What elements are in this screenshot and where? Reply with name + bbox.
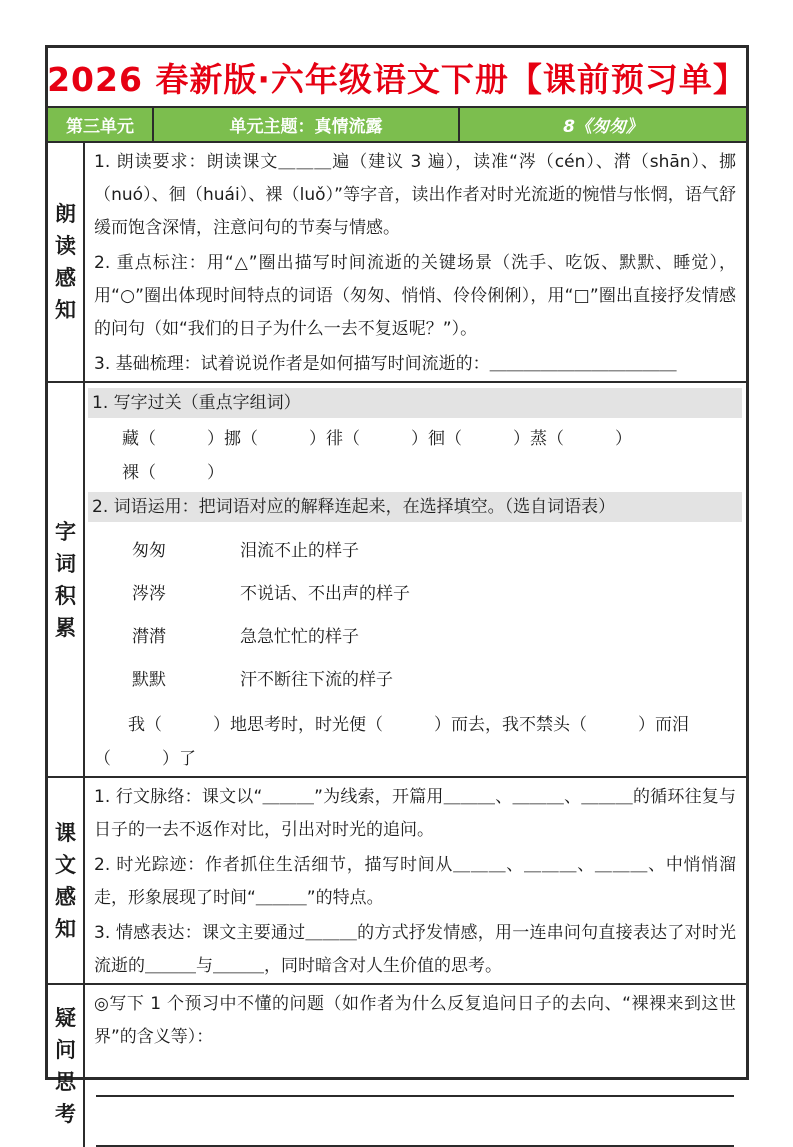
text-item-3: 3. 情感表达：课文主要通过＿＿＿的方式抒发情感，用一连串问句直接表达了对时光流逝的＿＿＿与＿＿＿，同时暗含对人生价值的思考。 <box>94 923 736 976</box>
reading-item-3: 3. 基础梳理：试着说说作者是如何描写时间流逝的：＿＿＿＿＿＿＿＿＿＿＿ <box>94 354 677 374</box>
section-reading <box>48 143 746 383</box>
page-title: 2026 春新版·六年级语文下册【课前预习单】 <box>47 59 747 99</box>
text-item-2: 2. 时光踪迹：作者抓住生活细节，描写时间从＿＿＿、＿＿＿、＿＿＿、中悄悄溜走，形象展现了时间“＿＿＿”的特点。 <box>94 855 736 908</box>
match-meaning: 泪流不止的样子 <box>240 541 359 561</box>
section-text-content <box>85 778 746 983</box>
section-question-label: 疑问思考 <box>48 985 85 1147</box>
match-word: 匆匆 <box>132 541 166 561</box>
section-words <box>48 383 746 778</box>
section-reading-label: 朗读感知 <box>48 143 85 381</box>
section-words-content <box>85 383 746 776</box>
worksheet <box>45 45 749 1126</box>
section-text-label: 课文感知 <box>48 778 85 983</box>
match-meaning: 急急忙忙的样子 <box>240 627 359 647</box>
match-word: 潸潸 <box>132 627 166 647</box>
word-match-table <box>94 530 736 702</box>
match-row <box>94 659 736 702</box>
unit-number: 第三单元 <box>48 108 154 141</box>
match-meaning: 汗不断往下流的样子 <box>240 670 393 690</box>
answer-line <box>96 1095 734 1097</box>
unit-theme: 单元主题：真情流露 <box>154 108 460 141</box>
match-row <box>94 616 736 659</box>
reading-item-1: 1. 朗读要求：朗读课文＿＿＿遍（建议 3 遍），读准“涔（cén）、潸（shān）、挪（nuó）、徊（huái）、裸（luǒ）”等字音，读出作者对时光流逝的惋惜与怅惘，语气舒缓而饱含深情，注意问句的节奏与情感。 <box>94 152 736 238</box>
section-question-content <box>85 985 746 1147</box>
words-task-2-header: 2. 词语运用：把词语对应的解释连起来，在选择填空。（选自词语表） <box>88 492 742 522</box>
character-blanks-line-2: 裸（ ） <box>122 463 224 483</box>
character-blanks-line-1: 藏（ ）挪（ ）徘（ ）徊（ ）蒸（ ） <box>122 429 632 449</box>
match-row <box>94 573 736 616</box>
lesson-title: 8《匆匆》 <box>563 117 643 137</box>
title-row <box>48 48 746 108</box>
section-reading-content <box>85 143 746 381</box>
words-task-1-header: 1. 写字过关（重点字组词） <box>88 388 742 418</box>
fill-in-sentence: 我（ ）地思考时，时光便（ ）而去，我不禁头（ ）而泪（ ）了 <box>94 715 689 769</box>
match-row <box>94 530 736 573</box>
match-word: 默默 <box>132 670 166 690</box>
match-word: 涔涔 <box>132 584 166 604</box>
section-question <box>48 985 746 1147</box>
reading-item-2: 2. 重点标注：用“△”圈出描写时间流逝的关键场景（洗手、吃饭、默默、睡觉），用“○”圈出体现时间特点的词语（匆匆、悄悄、伶伶俐俐），用“□”圈出直接抒发情感的问句（如“我们的日子为什么一去不复返呢？”）。 <box>94 253 736 339</box>
text-item-1: 1. 行文脉络：课文以“＿＿＿”为线索，开篇用＿＿＿、＿＿＿、＿＿＿的循环往复与日子的一去不返作对比，引出对时光的追问。 <box>94 787 736 840</box>
section-text <box>48 778 746 985</box>
section-words-label: 字词积累 <box>48 383 85 776</box>
question-prompt: ◎写下 1 个预习中不懂的问题（如作者为什么反复追问日子的去向、“裸裸来到这世界”的含义等）： <box>94 994 736 1047</box>
match-meaning: 不说话、不出声的样子 <box>240 584 410 604</box>
unit-header <box>48 108 746 143</box>
